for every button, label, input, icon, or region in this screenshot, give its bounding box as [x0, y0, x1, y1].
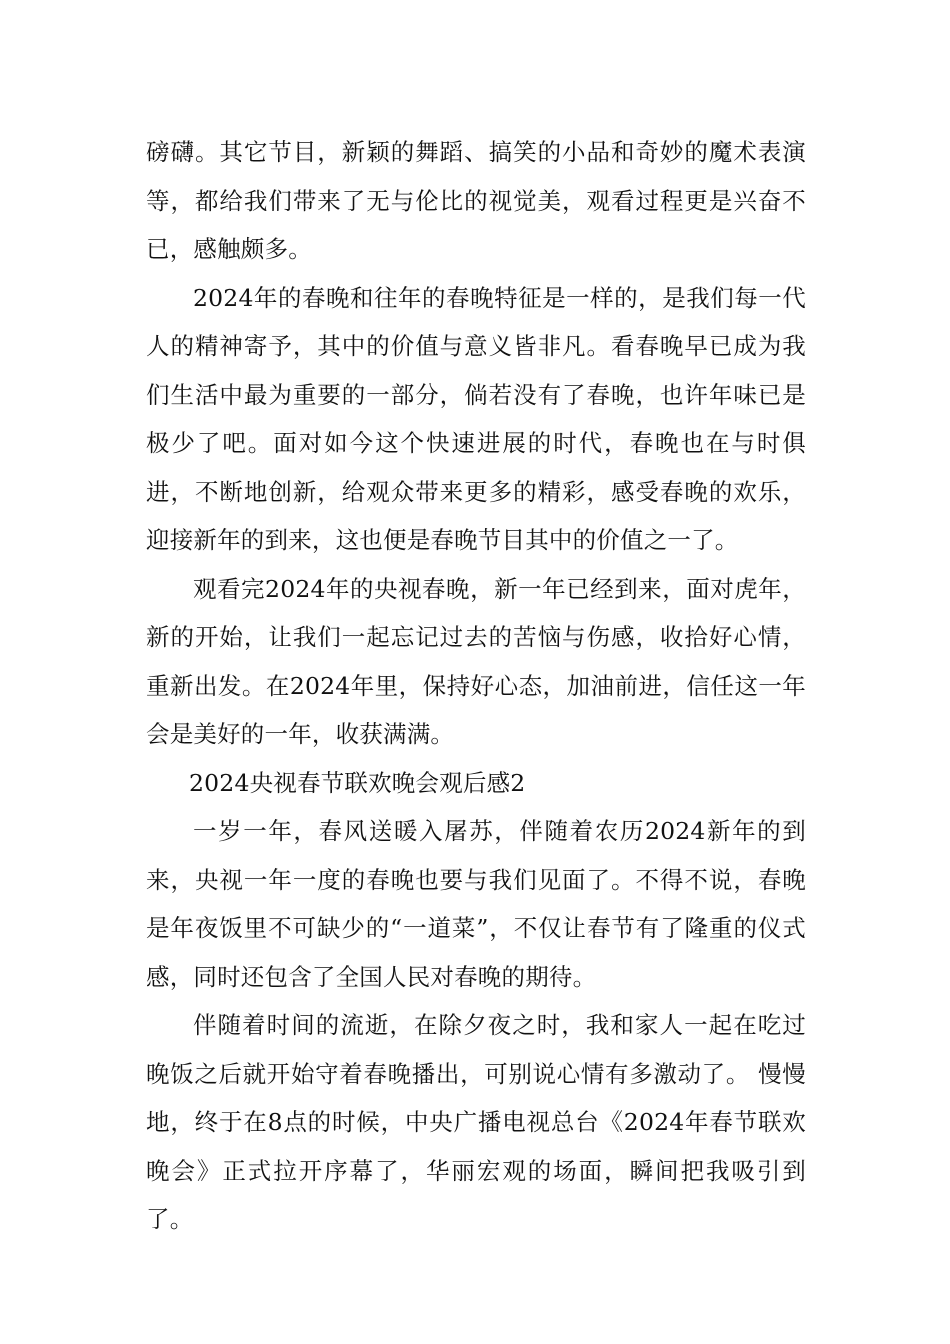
paragraph: 一岁一年，春风送暖入屠苏，伴随着农历2024新年的到来，央视一年一度的春晚也要与我们见面了。不得不说，春晚是年夜饭里不可缺少的“一道菜”，不仅让春节有了隆重的仪式感，同时还包含了全国人民对春晚的期待。 — [146, 817, 806, 991]
section-title: 2024央视春节联欢晚会观后感2 — [189, 768, 526, 797]
paragraph: 2024年的春晚和往年的春晚特征是一样的，是我们每一代人的精神寄予，其中的价值与意义皆非凡。看春晚早已成为我们生活中最为重要的一部分，倘若没有了春晚，也许年味已是极少了吧。面对如今这个快速进展的时代，春晚也在与时俱进，不断地创新，给观众带来更多的精彩，感受春晚的欢乐，迎接新年的到来，这也便是春晚节目其中的价值之一了。 — [146, 283, 806, 554]
paragraph: 伴随着时间的流逝，在除夕夜之时，我和家人一起在吃过晚饭之后就开始守着春晚播出，可别说心情有多激动了。 慢慢地，终于在8点的时候，中央广播电视总台《2024年春节联欢晚会》正式拉开序幕了，华丽宏观的场面，瞬间把我吸引到了。 — [146, 1011, 806, 1233]
paragraph: 观看完2024年的央视春晚，新一年已经到来，面对虎年，新的开始，让我们一起忘记过去的苦恼与伤感，收拾好心情，重新出发。在2024年里，保持好心态，加油前进，信任这一年会是美好的一年，收获满满。 — [146, 574, 806, 748]
paragraph-continued: 磅礴。其它节目，新颖的舞蹈、搞笑的小品和奇妙的魔术表演等，都给我们带来了无与伦比的视觉美，观看过程更是兴奋不已，感触颇多。 — [146, 138, 806, 263]
document-body — [146, 128, 806, 1244]
